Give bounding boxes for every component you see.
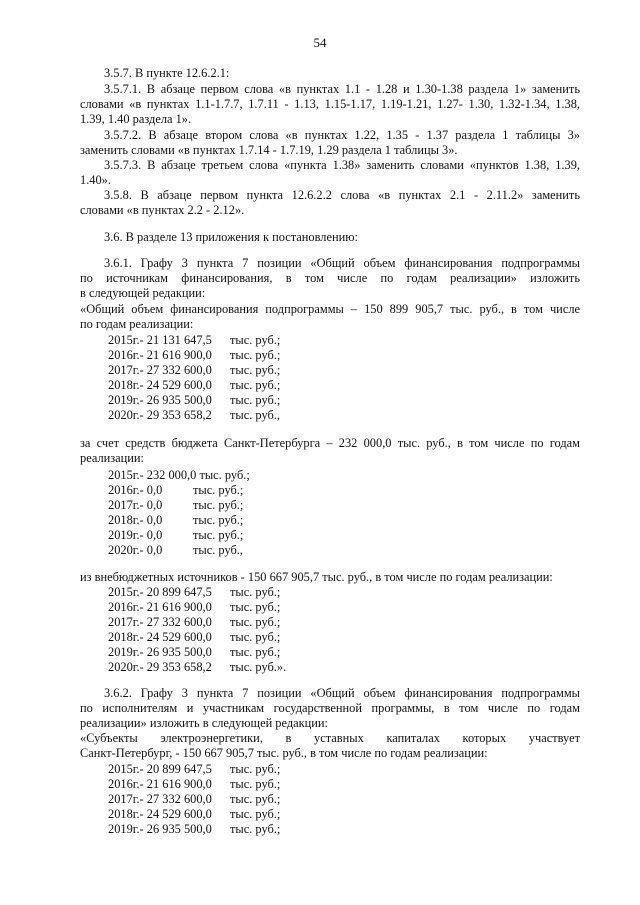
paragraph-line: по годам реализации: [80, 317, 194, 331]
paragraph-line: 3.5.7.3. В абзаце третьем слова «пункта 1.38» заменить словами «пунктов 1.38, 1.39, [104, 158, 580, 172]
paragraph-line: «Общий объем финансирования подпрограммы – 150 899 905,7 тыс. руб., в том числе [80, 302, 580, 316]
paragraph-line: 3.5.8. В абзаце первом пункта 12.6.2.2 слова «в пунктах 2.1 - 2.11.2» заменить [104, 188, 580, 202]
paragraph-line: 1.39, 1.40 раздела 1». [80, 112, 192, 126]
page-number: 54 [313, 35, 327, 50]
paragraph-line: 3.6.2. Графу 3 пункта 7 позиции «Общий объем финансирования подпрограммы [104, 686, 580, 700]
paragraph-line: по источникам финансирования, в том числе по годам реализации» изложить [80, 271, 580, 285]
paragraph-line: 3.6.1. Графу 3 пункта 7 позиции «Общий объем финансирования подпрограммы [104, 256, 580, 270]
document-page: 54 3.5.7. В пункте 12.6.2.1: 3.5.7.1. В абзаце первом слова «в пунктах 1.1 - 1.28 и 1.30-1.38 раздела 1» заменить словами «в пунктах 1.1-1.7.7, 1.7.11 - 1.13, 1.15-1.17, 1.19-1.21, 1.27- 1.30, 1.32-1.34, 1.38, 1.39, 1.40 раздела 1». 3.5.7.2. В абзаце втором слова «в пунктах 1.22, 1.35 - 1.37 раздела 1 таблицы 3» заменить словами «в пунктах 1.7.14 - 1.7.19, 1.29 раздела 1 таблицы 3». 3.5.7.3. В абзаце третьем слова «пункта 1.38» заменить словами «пунктов 1.38, 1.39, 1.40». 3.5.8. В абзаце первом пункта 12.6.2.2 слова «в пунктах 2.1 - 2.11.2» заменить словами «в пунктах 2.2 - 2.12». 3.6. В разделе 13 приложения к постановлению: 3.6.1. Графу 3 пункта 7 позиции «Общий объем финансирования подпрограммы по источникам финансирования, в том числе по годам реализации» изложить в следующей редакции: «Общий объем финансирования подпрограммы – 150 899 905,7 тыс. руб., в том числе по годам реализации: 2015г.- 21 131 647,5 тыс. руб.; 2016г.- 21 616 900,0 тыс. руб.; 2017г.- 27 332 600,0 тыс. руб.; 2018г.- 24 529 600,0 тыс. руб.; 2019г.- 26 935 500,0 тыс. руб.; 2020г.- 29 353 658,2 тыс. руб., за счет средств бюджета Санкт-Петербурга – 232 000,0 тыс. руб., в том числе по годам реализации: 2015г.- 232 000,0 тыс. руб.; 2016г.- 0,0 тыс. руб.; 2017г.- 0,0 тыс. руб.; 2018г.- 0,0 тыс. руб.; 2019г.- 0,0 тыс. руб.; 2020г.- 0,0 тыс. руб., из внебюджетных источников - 150 667 905,7 тыс. руб., в том числе по годам реализации: 2015г.- 20 899 647,5 тыс. руб.; 2016г.- 21 616 900,0 тыс. руб.; 2017г.- 27 332 600,0 тыс. руб.; 2018г.- 24 529 600,0 тыс. руб.; 2019г.- 26 935 500,0 тыс. руб.; 2020г.- 29 353 658,2 тыс. руб.». 3.6.2. Графу 3 пункта 7 позиции «Общий объем финансирования подпрограммы по исполнителям и участникам государственной программы, в том числе по годам реализации» изложить в следующей редакции: «Субъекты электроэнергетики, в уставных капиталах которых участвует Санкт-Петербург, - 150 667 905,7 тыс. руб., в том числе по годам реализации: 2015г.- 20 899 647,5 тыс. руб.; 2016г.- 21 616 900,0 тыс. руб.; 2017г.- 27 332 600,0 тыс. руб.; 2018г.- 24 529 600,0 тыс. руб.; 2019г.- 26 935 500,0 тыс. руб.; [0, 0, 640, 905]
paragraph-line: заменить словами «в пунктах 1.7.14 - 1.7.19, 1.29 раздела 1 таблицы 3». [80, 143, 458, 157]
paragraph-line: Санкт-Петербург, - 150 667 905,7 тыс. руб., в том числе по годам реализации: [80, 746, 488, 760]
paragraph-line: реализации» изложить в следующей редакции: [80, 716, 328, 730]
paragraph-line: по исполнителям и участникам государственной программы, в том числе по годам [80, 701, 580, 715]
paragraph-line: словами «в пунктах 2.2 - 2.12». [80, 203, 245, 217]
paragraph-line: словами «в пунктах 1.1-1.7.7, 1.7.11 - 1.13, 1.15-1.17, 1.19-1.21, 1.27- 1.30, 1.32-1.34, 1.38, [80, 97, 580, 111]
paragraph-line: реализации: [80, 451, 144, 465]
paragraph-line: «Субъекты электроэнергетики, в уставных капиталах которых участвует [80, 731, 580, 745]
paragraph-line: 3.5.7.2. В абзаце втором слова «в пунктах 1.22, 1.35 - 1.37 раздела 1 таблицы 3» [104, 128, 580, 142]
paragraph-line: из внебюджетных источников - 150 667 905,7 тыс. руб., в том числе по годам реализации: [80, 570, 553, 584]
paragraph-line: 3.5.7.1. В абзаце первом слова «в пунктах 1.1 - 1.28 и 1.30-1.38 раздела 1» заменить [104, 82, 580, 96]
section-heading: 3.6. В разделе 13 приложения к постановлению: [104, 230, 358, 244]
paragraph-line: за счет средств бюджета Санкт-Петербурга – 232 000,0 тыс. руб., в том числе по годам [80, 436, 580, 450]
paragraph-line: в следующей редакции: [80, 286, 206, 300]
section-heading: 3.5.7. В пункте 12.6.2.1: [104, 66, 230, 80]
paragraph-line: 1.40». [80, 173, 111, 187]
